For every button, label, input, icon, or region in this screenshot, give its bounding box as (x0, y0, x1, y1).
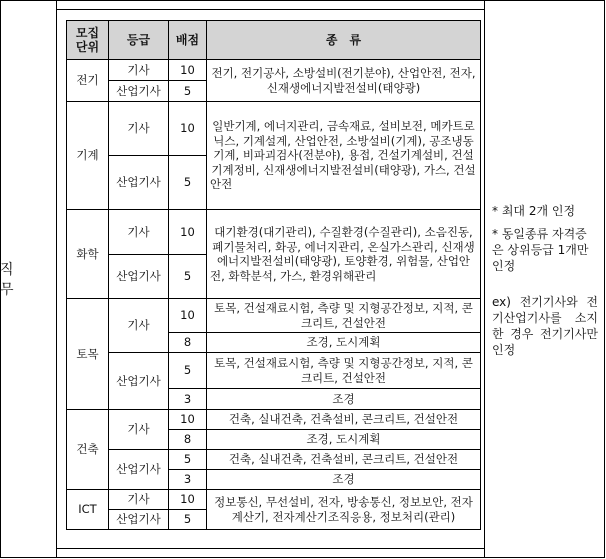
table-row (67, 353, 481, 389)
score-cell: 8 (169, 333, 207, 353)
note-max-count: * 최대 2개 인정 (492, 204, 576, 218)
section-divider (56, 0, 57, 558)
types-cell: 조경 (207, 470, 481, 490)
certificate-table (66, 20, 481, 530)
note-example: ex) 전기기사와 전기산업기사를 소지한 경우 전기기사만 인정 (492, 295, 598, 357)
score-cell: 5 (169, 255, 207, 299)
score-cell: 5 (169, 450, 207, 470)
field-cell: ICT (67, 490, 109, 530)
header-grade: 등급 (109, 21, 169, 60)
grade-cell: 기사 (109, 102, 169, 156)
field-cell: 화학 (67, 210, 109, 299)
types-cell: 건축, 실내건축, 건축설비, 콘크리트, 건설안전 (207, 410, 481, 430)
grade-cell: 기사 (109, 210, 169, 255)
types-cell: 토목, 건설재료시험, 측량 및 지형공간정보, 지적, 콘크리트, 건설안전 (207, 353, 481, 389)
grade-cell: 산업기사 (109, 81, 169, 102)
score-cell: 10 (169, 210, 207, 255)
grade-cell: 기사 (109, 60, 169, 81)
field-cell: 건축 (67, 410, 109, 490)
section-label: 직 무 (0, 262, 24, 298)
header-types: 종 류 (207, 21, 481, 60)
types-cell: 조경 (207, 389, 481, 410)
table-row (67, 410, 481, 430)
types-cell: 조경, 도시계획 (207, 430, 481, 450)
notes-divider (484, 0, 485, 558)
field-cell: 토목 (67, 299, 109, 410)
score-cell: 10 (169, 299, 207, 333)
score-cell: 10 (169, 60, 207, 81)
score-cell: 10 (169, 102, 207, 156)
score-cell: 10 (169, 410, 207, 430)
score-cell: 8 (169, 430, 207, 450)
types-cell: 전기, 전기공사, 소방설비(전기분야), 산업안전, 전자, 신재생에너지발전설비(태양광) (207, 60, 481, 102)
types-cell: 일반기계, 에너지관리, 금속재료, 설비보전, 메카트로닉스, 기계설계, 산업안전, 소방설비(기계), 공조냉동기계, 비파괴검사(전분야), 용접, 건설기계설비, 건설기계정비, 신재생에너지발전설비(태양광), 가스, 건설안전 (207, 102, 481, 210)
types-cell: 조경, 도시계획 (207, 333, 481, 353)
inner-bottom-line (56, 548, 484, 549)
field-cell: 기계 (67, 102, 109, 210)
score-cell: 10 (169, 490, 207, 510)
types-cell: 대기환경(대기관리), 수질환경(수질관리), 소음진동, 폐기물처리, 화공, 에너지관리, 온실가스관리, 신재생에너지발전설비(태양광), 토양환경, 위험물, 산업안전, 화학분석, 가스, 환경위해관리 (207, 210, 481, 299)
grade-cell: 산업기사 (109, 450, 169, 490)
types-cell: 토목, 건설재료시험, 측량 및 지형공간정보, 지적, 콘크리트, 건설안전 (207, 299, 481, 333)
table-row (67, 490, 481, 510)
table-row (67, 210, 481, 255)
header-unit-text: 모집 단위 (75, 26, 100, 54)
table-row (67, 450, 481, 470)
table-row (67, 60, 481, 81)
grade-cell: 산업기사 (109, 255, 169, 299)
field-cell: 전기 (67, 60, 109, 102)
grade-cell: 산업기사 (109, 156, 169, 210)
header-unit (67, 21, 109, 60)
score-cell: 3 (169, 389, 207, 410)
table-header-row (67, 21, 481, 60)
score-cell: 5 (169, 81, 207, 102)
inner-top-line (56, 9, 484, 10)
grade-cell: 산업기사 (109, 353, 169, 410)
table-row (67, 102, 481, 156)
header-score: 배점 (169, 21, 207, 60)
grade-cell: 기사 (109, 410, 169, 450)
score-cell: 5 (169, 510, 207, 530)
score-cell: 5 (169, 353, 207, 389)
table-row (67, 299, 481, 333)
grade-cell: 산업기사 (109, 510, 169, 530)
types-cell: 건축, 실내건축, 건축설비, 콘크리트, 건설안전 (207, 450, 481, 470)
grade-cell: 기사 (109, 490, 169, 510)
score-cell: 3 (169, 470, 207, 490)
grade-cell: 기사 (109, 299, 169, 353)
note-same-type: * 동일종류 자격증은 상위등급 1개만 인정 (492, 227, 589, 273)
score-cell: 5 (169, 156, 207, 210)
types-cell: 정보통신, 무선설비, 전자, 방송통신, 정보보안, 전자계산기, 전자계산기조직응용, 정보처리(관리) (207, 490, 481, 530)
